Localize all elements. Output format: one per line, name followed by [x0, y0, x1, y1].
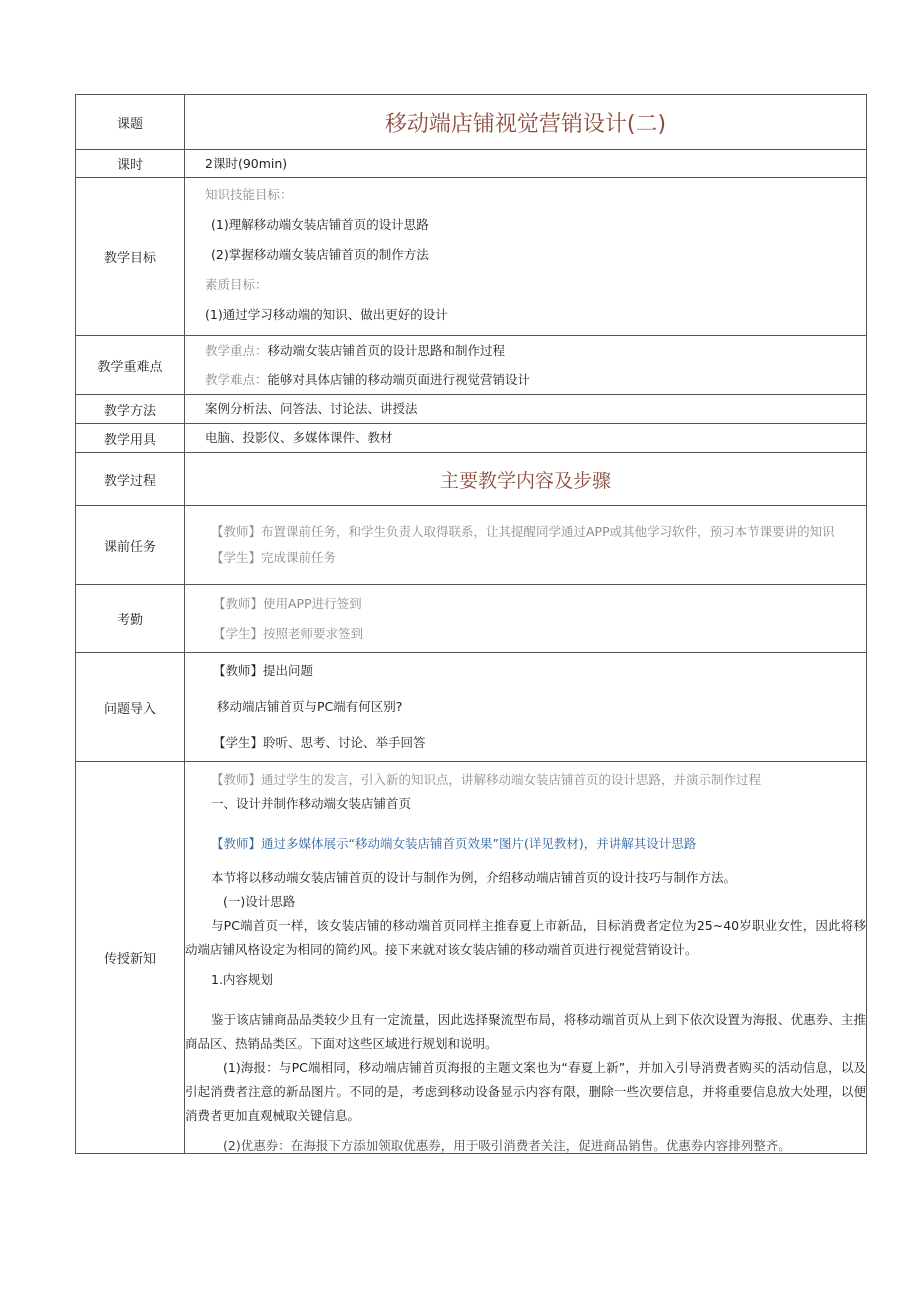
objectives-content — [185, 178, 867, 336]
difficulty-prefix: 教学难点： — [205, 372, 268, 387]
nk-teacher-media: 【教师】通过多媒体展示“移动端女装店铺首页效果”图片(详见教材)，并讲解其设计思路 — [211, 836, 697, 851]
key-prefix: 教学重点： — [205, 343, 268, 358]
key-text: 移动端女装店铺首页的设计思路和制作过程 — [267, 343, 506, 358]
pretask-row — [76, 506, 867, 585]
knowledge-heading: 知识技能目标： — [205, 187, 293, 202]
section-header-row — [76, 453, 867, 506]
lesson-title: 移动端店铺视觉营销设计(二) — [185, 95, 867, 150]
attendance-teacher: 【教师】使用APP进行签到 — [213, 595, 362, 611]
nk-subheading: 1.内容规划 — [211, 972, 273, 987]
nk-paragraph: 与PC端首页一样，该女装店铺的移动端首页同样主推春夏上市新品，目标消费者定位为25~40岁职业女性，因此将移动端店铺风格设定为相同的简约风。接下来就对该女装店铺的移动端首页进行视觉营销设计。 — [185, 918, 866, 957]
quality-item: (1)通过学习移动端的知识、做出更好的设计 — [205, 307, 448, 322]
intro-content — [185, 653, 867, 762]
methods-row — [76, 395, 867, 424]
intro-question: 移动端店铺首页与PC端有何区别? — [217, 699, 403, 714]
objectives-label: 教学目标 — [76, 178, 185, 336]
hours-row — [76, 150, 867, 178]
title-label: 课题 — [76, 95, 185, 150]
intro-student: 【学生】聆听、思考、讨论、举手回答 — [213, 735, 426, 750]
newknowledge-content — [185, 762, 867, 1154]
quality-heading: 素质目标： — [205, 277, 268, 292]
attendance-content — [185, 585, 867, 653]
knowledge-item: (2)掌握移动端女装店铺首页的制作方法 — [211, 247, 429, 262]
keypoints-label: 教学重难点 — [76, 336, 185, 395]
pretask-student: 【学生】完成课前任务 — [211, 550, 337, 565]
pretask-label: 课前任务 — [76, 506, 185, 585]
nk-subheading: (一)设计思路 — [223, 894, 296, 909]
difficulty-text: 能够对具体店铺的移动端页面进行视觉营销设计 — [267, 372, 531, 387]
keypoints-content — [185, 336, 867, 395]
tools-row — [76, 424, 867, 453]
intro-teacher: 【教师】提出问题 — [213, 663, 314, 678]
keypoints-row — [76, 336, 867, 395]
nk-paragraph: (1)海报：与PC端相同，移动端店铺首页海报的主题文案也为“春夏上新”，并加入引导消费者购买的活动信息，以及引起消费者注意的新品图片。不同的是，考虑到移动设备显示内容有限，删除一些次要信息，并将重要信息放大处理，以便消费者更加直观械取关键信息。 — [185, 1060, 866, 1123]
hours-value: 2课时(90min) — [185, 150, 867, 178]
attendance-row — [76, 585, 867, 653]
pretask-content — [185, 506, 867, 585]
attendance-label: 考勤 — [76, 585, 185, 653]
title-row — [76, 95, 867, 150]
methods-label: 教学方法 — [76, 395, 185, 424]
process-heading: 教学过程 — [76, 453, 185, 506]
nk-section-title: 一、设计并制作移动端女装店铺首页 — [211, 796, 412, 811]
intro-label: 问题导入 — [76, 653, 185, 762]
intro-row — [76, 653, 867, 762]
nk-teacher-intro: 【教师】通过学生的发言，引入新的知识点，讲解移动端女装店铺首页的设计思路，并演示制作过程 — [211, 772, 762, 787]
steps-heading: 主要教学内容及步骤 — [185, 453, 867, 506]
pretask-teacher: 【教师】布置课前任务，和学生负责人取得联系，让其提醒同学通过APP或其他学习软件，预习本节课要讲的知识 — [211, 524, 835, 539]
tools-value: 电脑、投影仪、多媒体课件、教材 — [185, 424, 867, 453]
objectives-row — [76, 178, 867, 336]
nk-paragraph: 本节将以移动端女装店铺首页的设计与制作为例，介绍移动端店铺首页的设计技巧与制作方法。 — [211, 870, 737, 885]
newknowledge-row — [76, 762, 867, 1154]
hours-label: 课时 — [76, 150, 185, 178]
nk-paragraph: 鉴于该店铺商品品类较少且有一定流量，因此选择聚流型布局，将移动端首页从上到下依次设置为海报、优惠券、主推商品区、热销品类区。下面对这些区域进行规划和说明。 — [185, 1012, 866, 1051]
newknowledge-label: 传授新知 — [76, 762, 185, 1154]
tools-label: 教学用具 — [76, 424, 185, 453]
attendance-student: 【学生】按照老师要求签到 — [213, 625, 364, 641]
lesson-plan-page — [75, 94, 867, 1154]
lesson-plan-table — [75, 94, 867, 1154]
methods-value: 案例分析法、问答法、讨论法、讲授法 — [185, 395, 867, 424]
knowledge-item: (1)理解移动端女装店铺首页的设计思路 — [211, 217, 429, 232]
nk-paragraph: (2)优惠券：在海报下方添加领取优惠券，用于吸引消费者关注，促进商品销售。优惠券内容排列整齐。 — [223, 1138, 791, 1153]
